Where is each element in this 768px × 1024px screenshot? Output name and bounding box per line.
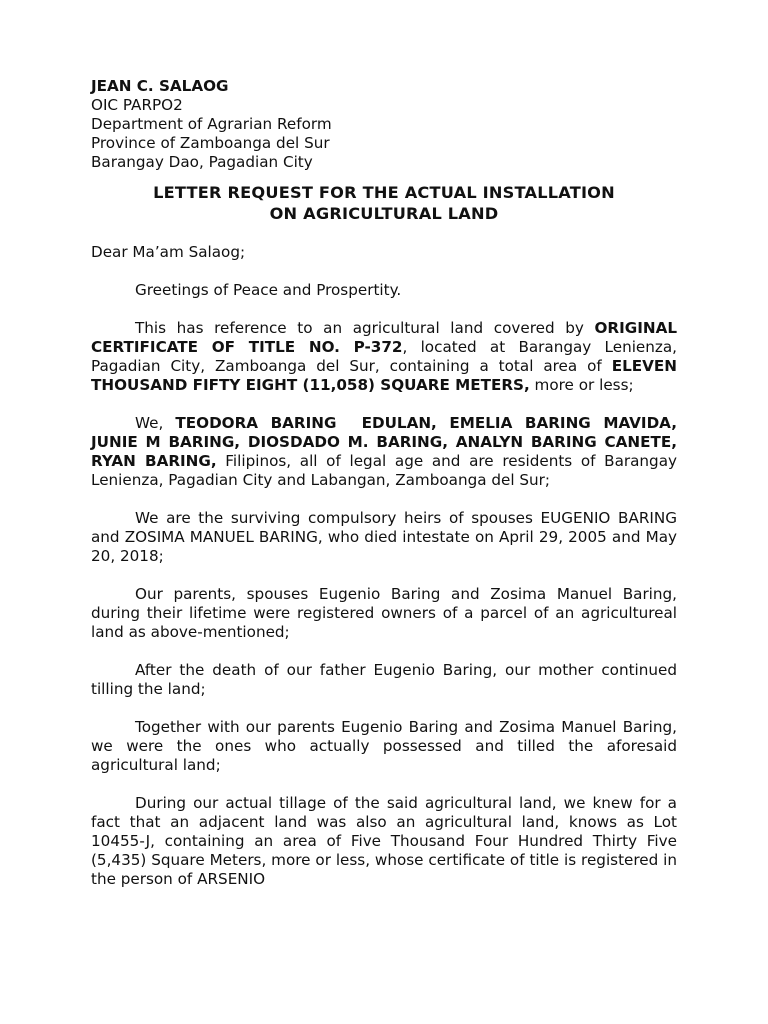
greeting-paragraph: Greetings of Peace and Prospertity. bbox=[135, 281, 402, 299]
letter-title bbox=[91, 182, 677, 224]
compulsory-heirs-paragraph: We are the surviving compulsory heirs of spouses EUGENIO BARING and ZOSIMA MANUEL BARING, who died intestate on April 29, 2005 and May 20, 2018; bbox=[91, 509, 677, 565]
land-reference-paragraph bbox=[91, 319, 677, 395]
salutation: Dear Ma’am Salaog; bbox=[91, 243, 246, 261]
possession-paragraph: Together with our parents Eugenio Baring and Zosima Manuel Baring, we were the ones who actually possessed and tilled the aforesaid agricultural land; bbox=[91, 718, 677, 774]
addressee-position: OIC PARPO2 bbox=[91, 96, 183, 114]
addressee-barangay: Barangay Dao, Pagadian City bbox=[91, 153, 313, 171]
mother-tilling-paragraph: After the death of our father Eugenio Baring, our mother continued tilling the land; bbox=[91, 661, 677, 698]
letter-page bbox=[91, 77, 683, 889]
addressee-department: Department of Agrarian Reform bbox=[91, 115, 332, 133]
land-reference-text-3: more or less; bbox=[529, 376, 634, 394]
land-area: ELEVEN THOUSAND FIFTY EIGHT (11,058) SQUARE METERS, bbox=[91, 357, 677, 394]
heirs-text-2: Filipinos, all of legal age and are residents of Barangay Lenienza, Pagadian City and Labangan, Zamboanga del Sur; bbox=[91, 452, 677, 489]
heirs-paragraph bbox=[91, 414, 683, 490]
address-block bbox=[91, 77, 677, 172]
addressee-province: Province of Zamboanga del Sur bbox=[91, 134, 330, 152]
addressee-name: JEAN C. SALAOG bbox=[91, 77, 229, 95]
adjacent-land-paragraph: During our actual tillage of the said agricultural land, we knew for a fact that an adjacent land was also an agricultural land, knows as Lot 10455-J, containing an area of Five Thousand Four Hundred Thirty Five (5,435) Square Meters, more or less, whose certificate of title is registered in the person of ARSENIO bbox=[91, 794, 677, 888]
parents-ownership-paragraph: Our parents, spouses Eugenio Baring and Zosima Manuel Baring, during their lifetime were registered owners of a parcel of an agricultureal land as above-mentioned; bbox=[91, 585, 677, 641]
heirs-names: TEODORA BARING EDULAN, EMELIA BARING MAVIDA, JUNIE M BARING, DIOSDADO M. BARING, ANALYN BARING CANETE, RYAN BARING, bbox=[91, 414, 683, 470]
land-reference-text-2: , located at Barangay Lenienza, Pagadian City, Zamboanga del Sur, containing a total area of bbox=[91, 338, 677, 375]
letter-title-line-1: LETTER REQUEST FOR THE ACTUAL INSTALLATION bbox=[153, 183, 615, 202]
letter-title-line-2: ON AGRICULTURAL LAND bbox=[269, 204, 499, 223]
heirs-text-1: We, bbox=[135, 414, 176, 432]
land-reference-text-1: This has reference to an agricultural land covered by bbox=[135, 319, 595, 337]
certificate-number: ORIGINAL CERTIFICATE OF TITLE NO. P-372 bbox=[91, 319, 677, 356]
